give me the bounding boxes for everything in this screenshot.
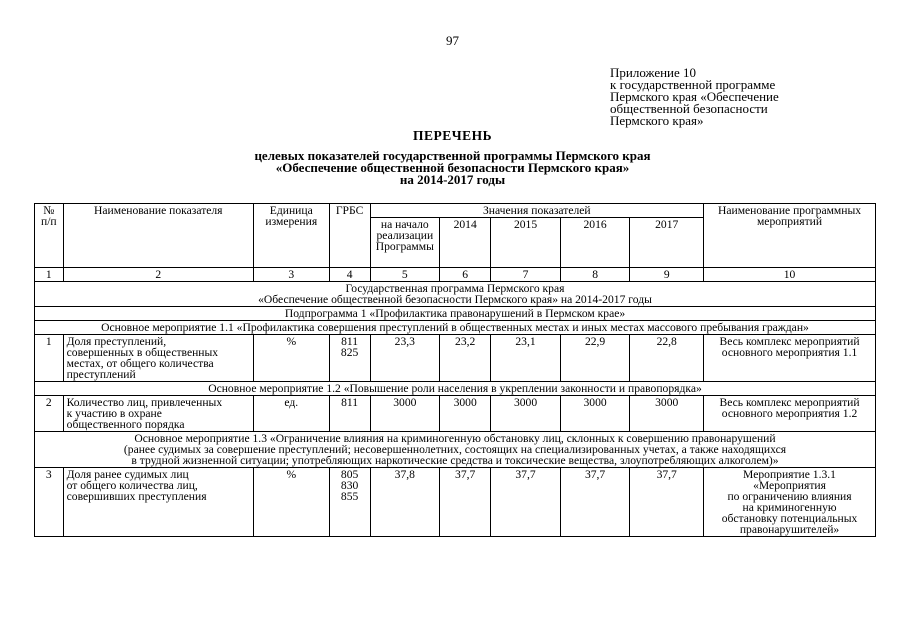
row-2017-value: 37,7 — [630, 468, 704, 537]
section-row — [35, 432, 876, 468]
row-name-line: к участию в охране — [66, 407, 162, 420]
col-number: 6 — [440, 268, 491, 282]
appendix-line: к государственной программе — [610, 77, 776, 92]
program-row — [35, 282, 876, 307]
section-title: Основное мероприятие 1.1 «Профилактика совершения преступлений в общественных местах и иных местах массового пребывания граждан» — [35, 321, 876, 335]
table-row — [35, 468, 876, 537]
grbs-code: 825 — [340, 346, 359, 359]
row-name — [63, 335, 253, 382]
row-start-value: 37,8 — [370, 468, 440, 537]
measures-line: Весь комплекс мероприятий — [719, 396, 860, 409]
appendix-line: Приложение 10 — [610, 65, 697, 80]
section-title: Основное мероприятие 1.2 «Повышение роли населения в укреплении законности и правопорядка» — [35, 382, 876, 396]
col-number: 8 — [560, 268, 630, 282]
grbs-code: 830 — [340, 479, 359, 492]
document-title: ПЕРЕЧЕНЬ — [412, 128, 493, 143]
table-row — [35, 335, 876, 382]
row-name-line: общественного порядка — [66, 418, 185, 431]
measures-line: Мероприятие 1.3.1 — [743, 468, 836, 481]
program-line: «Обеспечение общественной безопасности Пермского края» на 2014-2017 годы — [258, 293, 652, 306]
subprogram-title: Подпрограмма 1 «Профилактика правонарушений в Пермском крае» — [35, 307, 876, 321]
col-number: 10 — [704, 268, 876, 282]
row-unit: ед. — [253, 396, 329, 432]
appendix-note — [610, 67, 850, 127]
subtitle-line: целевых показателей государственной программы Пермского края — [254, 148, 651, 163]
header-2014: 2014 — [440, 218, 491, 268]
col-number: 5 — [370, 268, 440, 282]
row-grbs — [329, 468, 370, 537]
row-measures — [704, 335, 876, 382]
row-unit: % — [253, 335, 329, 382]
indicators-table — [34, 203, 876, 537]
row-2016-value: 37,7 — [560, 468, 630, 537]
row-name-line: Доля ранее судимых лиц — [66, 468, 189, 481]
section-title-line: Основное мероприятие 1.3 «Ограничение влияния на криминогенную обстановку лиц, склонных к совершению правонарушений — [134, 432, 776, 445]
row-2015-value: 23,1 — [491, 335, 561, 382]
table-row — [35, 396, 876, 432]
appendix-line: Пермского края» — [610, 113, 704, 128]
row-name — [63, 396, 253, 432]
row-name-line: Доля преступлений, — [66, 335, 167, 348]
row-unit: % — [253, 468, 329, 537]
program-title — [35, 282, 876, 307]
appendix-line: Пермского края «Обеспечение — [610, 89, 779, 104]
section-title-line: (ранее судимых за совершение преступлений; несовершеннолетних, состоящих на специализированных учетах, а также находящихся — [123, 443, 787, 456]
row-grbs — [329, 335, 370, 382]
row-grbs — [329, 396, 370, 432]
col-number: 4 — [329, 268, 370, 282]
section-row — [35, 321, 876, 335]
grbs-code: 811 — [341, 396, 359, 409]
header-unit: Единица измерения — [253, 204, 329, 268]
col-number: 7 — [491, 268, 561, 282]
page-number: 97 — [446, 33, 459, 48]
row-name-line: совершенных в общественных — [66, 346, 219, 359]
row-start-value: 23,3 — [370, 335, 440, 382]
col-number: 3 — [253, 268, 329, 282]
row-2017-value: 3000 — [630, 396, 704, 432]
measures-line: основного мероприятия 1.2 — [721, 407, 858, 420]
col-number: 2 — [63, 268, 253, 282]
header-num: № п/п — [35, 204, 64, 268]
section-title — [35, 432, 876, 468]
row-name-line: Количество лиц, привлеченных — [66, 396, 223, 409]
header-name: Наименование показателя — [63, 204, 253, 268]
measures-line: «Мероприятия — [753, 479, 826, 492]
row-2016-value: 22,9 — [560, 335, 630, 382]
measures-line: правонарушителей» — [739, 523, 840, 536]
measures-line: по ограничению влияния — [727, 490, 852, 503]
row-name-line: от общего количества лиц, — [66, 479, 198, 492]
measures-line: обстановку потенциальных — [721, 512, 858, 525]
grbs-code: 805 — [340, 468, 359, 481]
section-row — [35, 382, 876, 396]
row-measures — [704, 468, 876, 537]
section-title-line: в трудной жизненной ситуации; употребляющих наркотические средства и токсические вещества, злоупотребляющих алкоголем)» — [131, 454, 779, 467]
row-2014-value: 23,2 — [440, 335, 491, 382]
measures-line: на криминогенную — [742, 501, 837, 514]
measures-line: Весь комплекс мероприятий — [719, 335, 860, 348]
row-start-value: 3000 — [370, 396, 440, 432]
header-2015: 2015 — [491, 218, 561, 268]
appendix-line: общественной безопасности — [610, 101, 768, 116]
row-num: 2 — [35, 396, 64, 432]
row-num: 3 — [35, 468, 64, 537]
header-2016: 2016 — [560, 218, 630, 268]
header-2017: 2017 — [630, 218, 704, 268]
row-name-line: совершивших преступления — [66, 490, 207, 503]
header-start: на начало реализации Программы — [370, 218, 440, 268]
subtitle-line: на 2014-2017 годы — [399, 172, 506, 187]
header-row — [35, 204, 876, 218]
row-2014-value: 37,7 — [440, 468, 491, 537]
row-name — [63, 468, 253, 537]
row-2015-value: 3000 — [491, 396, 561, 432]
measures-line: основного мероприятия 1.1 — [721, 346, 858, 359]
col-number: 9 — [630, 268, 704, 282]
row-2014-value: 3000 — [440, 396, 491, 432]
column-numbers-row — [35, 268, 876, 282]
header-values-group: Значения показателей — [370, 204, 704, 218]
document-subtitle — [0, 150, 905, 186]
row-2016-value: 3000 — [560, 396, 630, 432]
row-name-line: местах, от общего количества — [66, 357, 214, 370]
row-measures — [704, 396, 876, 432]
header-measures: Наименование программных мероприятий — [704, 204, 876, 268]
subtitle-line: «Обеспечение общественной безопасности Пермского края» — [275, 160, 630, 175]
grbs-code: 811 — [341, 335, 359, 348]
program-line: Государственная программа Пермского края — [345, 282, 565, 295]
grbs-code: 855 — [340, 490, 359, 503]
subprogram-row — [35, 307, 876, 321]
col-number: 1 — [35, 268, 64, 282]
row-name-line: преступлений — [66, 368, 136, 381]
row-2017-value: 22,8 — [630, 335, 704, 382]
row-num: 1 — [35, 335, 64, 382]
header-grbs: ГРБС — [329, 204, 370, 268]
row-2015-value: 37,7 — [491, 468, 561, 537]
